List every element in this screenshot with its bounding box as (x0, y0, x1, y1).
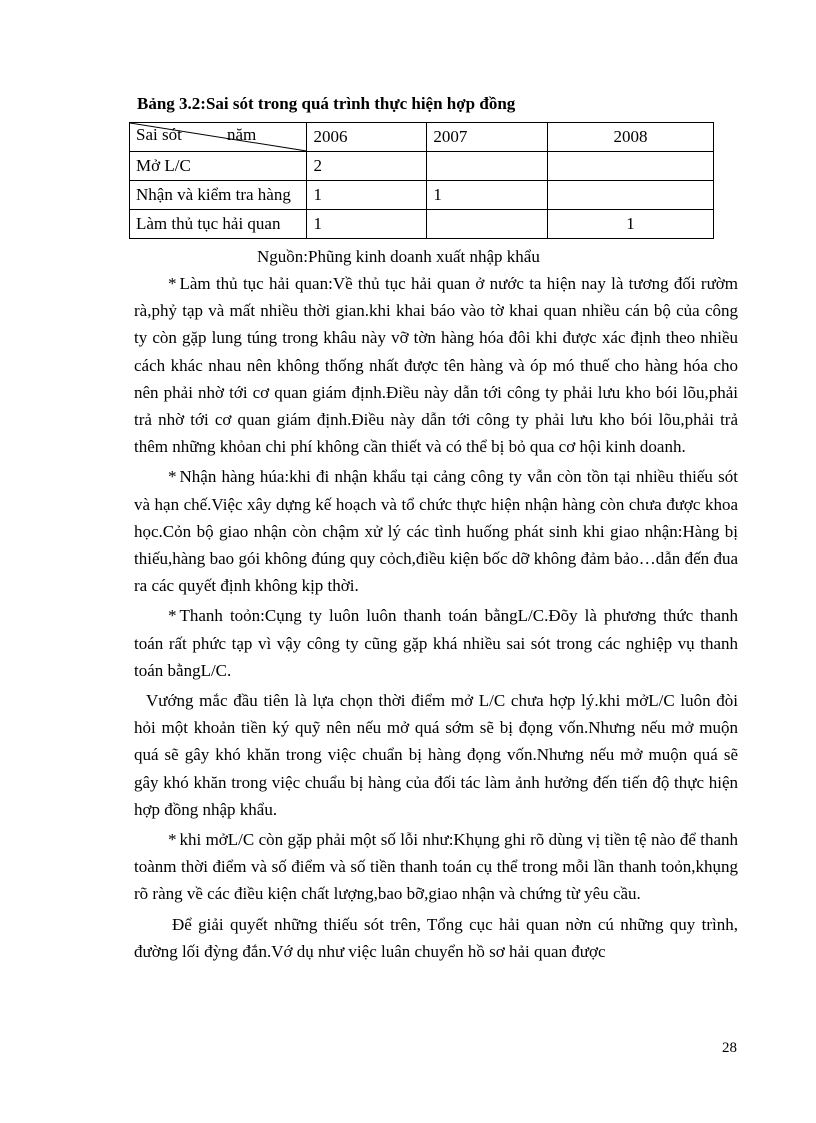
paragraph-text: khi mởL/C còn gặp phải một số lỗi như:Khụng ghi rõ dùng vị tiền tệ nào để thanh toànm thời điểm và số điểm và số tiền thanh toán cụ thể trong mỗi lần thanh toỏn,khụng rõ ràng về các điều kiện chất lượng,bao bỡ,giao nhận và chứng từ yêu cầu. (134, 830, 738, 904)
bullet-star: * (168, 606, 177, 626)
paragraph (134, 602, 738, 684)
body-text (134, 270, 738, 968)
paragraph-text: Vướng mắc đầu tiên là lựa chọn thời điểm mở L/C chưa hợp lý.khi mởL/C luôn đòi hỏi một khoản tiền ký quỹ nên nếu mở quá sớm sẽ bị đọng vốn.Nhưng nếu mở muộn quá sẽ gây khó khăn trong việc chuẩn bị hàng đọng vốn.Nhưng nếu mở muộn quá sẽ gây khó khăn trong việc chuẩu bị hàng của đối tác làm ảnh hưởng đến tiến độ thực hiện hợp đồng nhập khẩu. (134, 691, 738, 819)
table-cell: 1 (307, 181, 427, 210)
table-row (130, 152, 714, 181)
paragraph-text: Làm thủ tục hải quan:Về thủ tục hải quan ở nước ta hiện nay là tương đối rườm rà,phỷ tạp và mất nhiều thời gian.khi khai báo vào tờ khai quan nhiều cán bộ của công ty còn gặp lung túng trong khâu này vỡ tờn hàng hóa đôi khi được xác định theo nhiều cách khác nhau nên không thống nhất được tên hàng và óp mó thuế cho hàng hóa cho nên phải nhờ tới cơ quan giám định.Điều này dẫn tới công ty phải lưu kho bói lõu,phải trả nhờ tới cơ quan giám định.Điều này dẫn tới công ty phải lưu kho bói lõu,phải trả thêm những khỏan chi phí không cần thiết và có thể bị bỏ qua cơ hội kinh doanh. (134, 274, 738, 457)
paragraph (134, 463, 738, 599)
table-row (130, 181, 714, 210)
table-header-row (130, 123, 714, 152)
paragraph (134, 826, 738, 908)
diagonal-header-cell (130, 123, 307, 152)
row-label: Làm thủ tục hải quan (130, 210, 307, 239)
table-cell: 1 (427, 181, 548, 210)
row-header-label: Sai sót (136, 125, 182, 144)
row-label: Nhận và kiểm tra hàng (130, 181, 307, 210)
year-header: 2006 (307, 123, 427, 152)
bullet-star: * (168, 830, 177, 850)
paragraph (134, 270, 738, 460)
col-header-label: năm (227, 125, 257, 144)
row-label: Mở L/C (130, 152, 307, 181)
page-number: 28 (722, 1040, 737, 1056)
table-caption: Bảng 3.2:Sai sót trong quá trình thực hiện hợp đồng (137, 94, 516, 113)
table-cell: 1 (307, 210, 427, 239)
table-cell (427, 152, 548, 181)
table-cell: 1 (548, 210, 714, 239)
paragraph-text: Nhận hàng húa:khi đi nhận khẩu tại cảng công ty vẫn còn tồn tại nhiều thiếu sót và hạn chế.Việc xây dựng kế hoạch và tổ chức thực hiện nhận hàng còn chưa được khoa học.Cỏn bộ giao nhận còn chậm xử lý các tình huống phát sinh khi giao nhận:Hàng bị thiếu,hàng bao gói không đúng quy cỏch,điều kiện bốc dỡ không đảm bảo…dẫn đến đua ra các quyết định không kịp thời. (134, 467, 738, 596)
table-cell (548, 152, 714, 181)
paragraph (134, 687, 738, 823)
table-cell (427, 210, 548, 239)
paragraph-text: Thanh toỏn:Cụng ty luôn luôn thanh toán bằngL/C.Đõy là phương thức thanh toán rất phức tạp vì vậy công ty cũng gặp khá nhiều sai sót trong các nghiệp vụ thanh toán bằngL/C. (134, 606, 738, 680)
year-header: 2007 (427, 123, 548, 152)
error-table (129, 122, 714, 239)
bullet-star: * (168, 274, 177, 293)
table-row (130, 210, 714, 239)
year-header: 2008 (548, 123, 714, 152)
paragraph (134, 911, 738, 965)
table-cell: 2 (307, 152, 427, 181)
bullet-star: * (168, 467, 177, 487)
table-cell (548, 181, 714, 210)
table-source: Nguồn:Phũng kinh doanh xuất nhập khẩu (257, 247, 540, 266)
paragraph-text: Để giải quyết những thiếu sót trên, Tổng cục hải quan nờn cú những quy trình, đường lối đỳng đắn.Vớ dụ như việc luân chuyển hồ sơ hải quan được (134, 914, 738, 961)
